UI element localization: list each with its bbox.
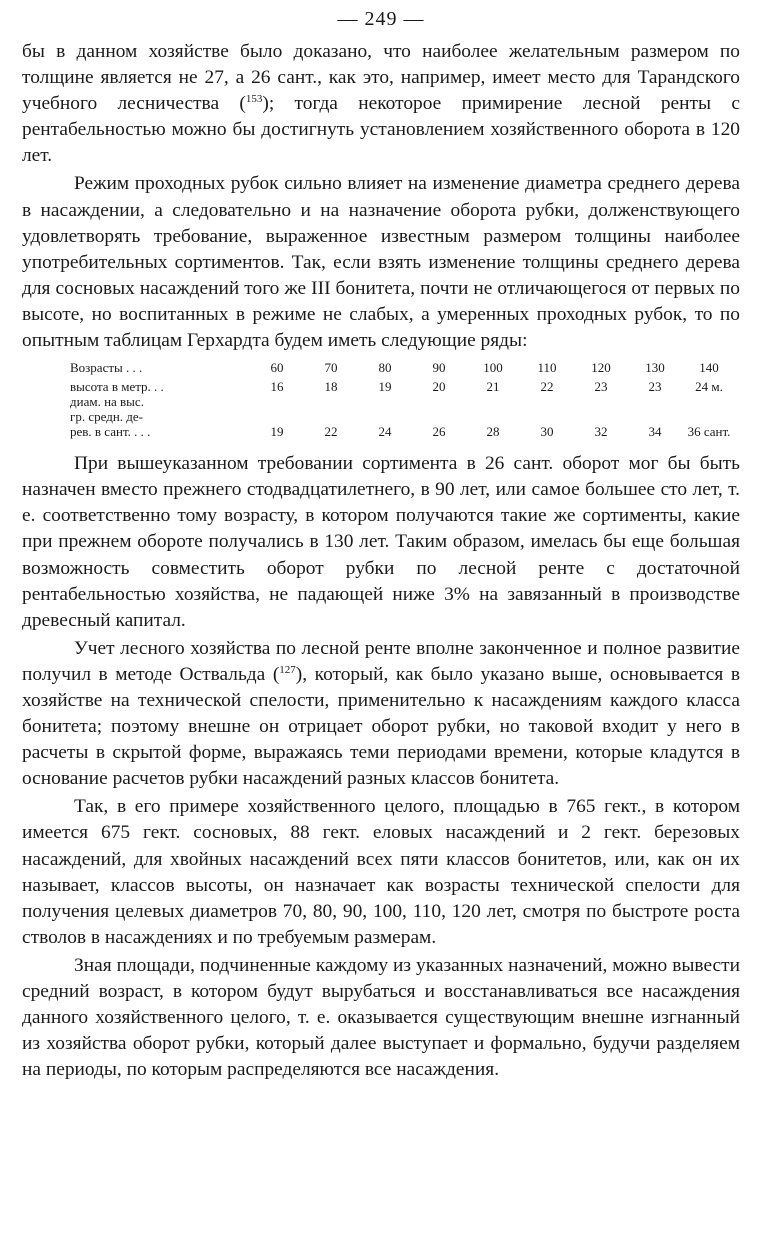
table-cell: 30 (540, 424, 554, 440)
paragraph-3: При вышеуказанном требовании сортимента в 26 сант. оборот мог бы быть назначен вместо прежнего стодвадцатилетнего, в 90 лет, или самое большее сто лет, т. е. соответственно тому возрасту, в котором получаются такие же сортименты, какие при прежнем обороте получались в 130 лет. Таким образом, имелась бы еще большая возможность совместить оборот рубки по лесной ренте с достаточной рентабельностью хозяйства, не падающей ниже 3% на завязанный в производстве древесный капитал. (22, 453, 740, 631)
table-cell: 120 (591, 360, 611, 376)
row-label-diameter-1: диам. на выс. (70, 394, 144, 410)
growth-table (70, 360, 736, 443)
table-cell: 23 (648, 379, 662, 395)
table-row-diameters (70, 424, 736, 443)
table-row-diameter-label-2 (70, 409, 736, 424)
table-cell: 90 (432, 360, 446, 376)
table-cell: 22 (324, 424, 338, 440)
table-cell: 16 (270, 379, 284, 395)
table-cell: 18 (324, 379, 338, 395)
row-label-diameter-2: гр. средн. де- (70, 409, 143, 425)
paragraph-4 (22, 636, 740, 793)
reference-127: 127 (279, 663, 296, 676)
table-cell: 24 м. (695, 379, 723, 395)
table-cell: 19 (270, 424, 284, 440)
paragraph-2: Режим проходных рубок сильно влияет на изменение диаметра среднего дерева в насаждении, а следовательно и на назначение оборота рубки, долженствующего удовлетворять требование, выраженное известным размером толщины наиболее употребительных сортиментов. Так, если взять изменение толщины среднего дерева для сосновых насаждений того же III бонитета, почти не отличающегося от первых по высоте, но воспитанных в режиме не слабых, а умеренных проходных рубок, то по опытным таблицам Герхардта будем иметь следующие ряды: (22, 173, 740, 352)
table-cell: 19 (378, 379, 392, 395)
table-cell: 20 (432, 379, 446, 395)
paragraph-1-text-b: ); тогда некоторое примирение лесной ренты с рентабельностью можно бы достигнуть установлением хозяйственного оборота в 120 лет. (22, 93, 740, 167)
paragraph-6: Зная площади, подчиненные каждому из указанных назначений, можно вывести средний возраст, в котором будут вырубаться и восстанавливаться все насаждения данного хозяйственного целого, т. е. оказывается существующим внешне изгнанный из хозяйства оборот рубки, который далее выступает и формально, будучи разделяем на периоды, по которым распределяются все насаждения. (22, 954, 740, 1081)
table-row-diameter-label (70, 394, 736, 409)
row-label-diameter-3: рев. в сант. . . . (70, 424, 151, 440)
table-cell: 36 сант. (687, 424, 731, 440)
table-cell: 100 (483, 360, 503, 376)
table-cell: 28 (486, 424, 500, 440)
table-row-heights (70, 375, 736, 394)
reference-153: 153 (245, 93, 263, 106)
table-cell: 24 (378, 424, 392, 440)
paragraph-1-text-a: бы в данном хозяйстве было доказано, что наиболее желательным размером по толщине является не 27, а 26 сант., как это, например, имеет место для Тарандского учебного лесничества ( (22, 41, 740, 115)
table-cell: 34 (648, 424, 662, 440)
table-row-ages (70, 360, 736, 375)
row-label-heights: высота в метр. . . (70, 379, 164, 395)
row-label-ages: Возрасты . . . (70, 360, 143, 376)
paragraph-4-text-a: Учет лесного хозяйства по лесной ренте вполне законченное и полное развитие получил в методе Оствальда ( (22, 637, 740, 685)
table-cell: 80 (378, 360, 392, 376)
page-number: — 249 — (337, 8, 425, 30)
table-cell: 26 (432, 424, 446, 440)
table-cell: 140 (699, 360, 719, 376)
table-cell: 32 (594, 424, 608, 440)
paragraph-1 (22, 39, 740, 169)
table-cell: 22 (540, 379, 554, 395)
paragraph-4-text-b: ), который, как было указано выше, основывается в хозяйстве на технической спелости, применительно к насаждениям каждого класса бонитета; поэтому внешне он отрицает оборот рубки, но таковой входит у него в расчеты в скрытой форме, выражаясь теми периодами времени, которые кладутся в основание расчетов рубки насаждений разных классов бонитета. (22, 663, 740, 790)
table-cell: 130 (645, 360, 665, 376)
paragraph-5: Так, в его примере хозяйственного целого, площадью в 765 гект., в котором имеется 675 гект. сосновых, 88 гект. еловых насаждений и 2 гект. березовых насаждений, для хвойных насаждений всех пяти классов бонитетов, или, как он их называет, классов высоты, он назначает как возрасты технической спелости для получения целевых диаметров 70, 80, 90, 100, 110, 120 лет, смотря по быстроте роста стволов в насаждениях и по требуемым размерам. (22, 796, 740, 948)
table-cell: 60 (270, 360, 284, 376)
table-cell: 110 (537, 360, 557, 376)
table-cell: 21 (486, 379, 500, 395)
table-cell: 23 (594, 379, 608, 395)
book-page (22, 8, 740, 1083)
table-cell: 70 (324, 360, 338, 376)
